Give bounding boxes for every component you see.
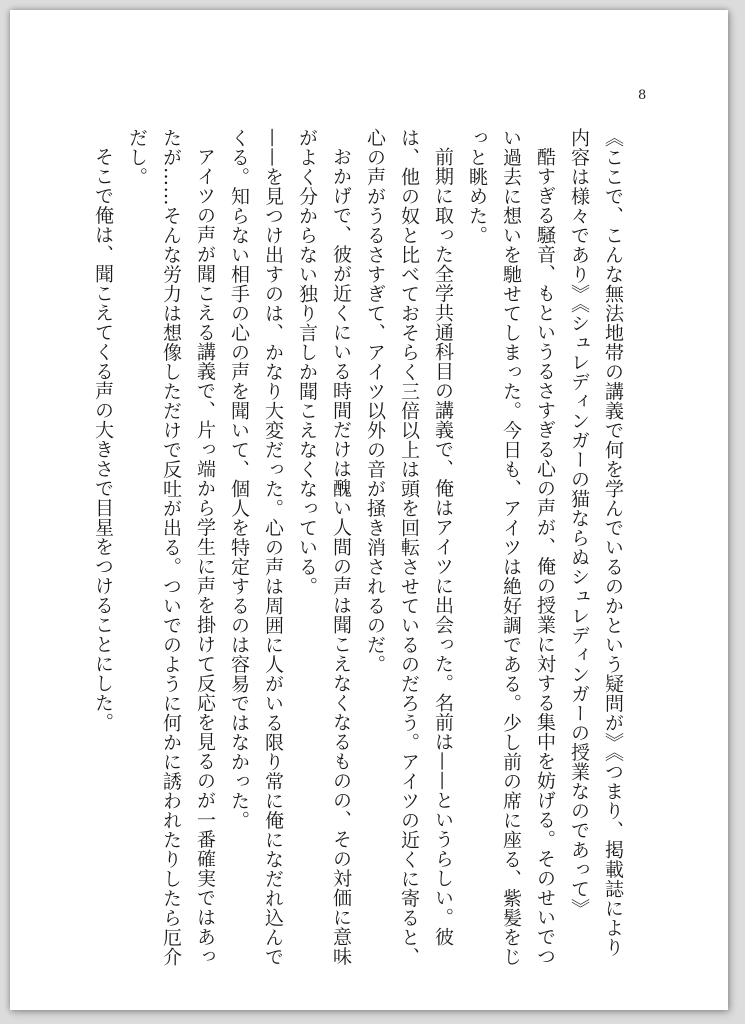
paragraph-1: 《ここで、こんな無法地帯の講義で何を学んでいるのかという疑問が》《つまり、掲載誌により内容は様々であり》《シュレディンガーの猫ならぬシュレディンガーの授業なのであって》 — [568, 128, 624, 957]
paragraph-3: 前期に取った全学共通科目の講義で、俺はアイツに出会った。名前は——というらしい。彼は、他の奴と比べておそらく三倍以上は頭を回転させているのだろう。アイツの近くに寄ると、心の声がうるさすぎて、アイツ以外の音が掻き消されるのだ。 — [364, 128, 454, 967]
paragraph-5: ——を見つけ出すのは、かなり大変だった。心の声は周囲に人がいる限り常に俺になだれ込んでくる。知らない相手の心の声を聞いて、個人を特定するのは容易ではなかった。 — [228, 128, 284, 967]
paragraph-6: アイツの声が聞こえる講義で、片っ端から学生に声を掛けて反応を見るのが一番確実ではあったが……そんな労力は想像しただけで反吐が出る。ついでのように何かに誘われたりしたら厄介だし。 — [126, 128, 216, 967]
paragraph-2: 酷すぎる騒音、もというるさすぎる心の声が、俺の授業に対する集中を妨げる。そのせいでつい過去に想いを馳せてしまった。今日も、アイツは絶好調である。少し前の席に座る、紫髪をじっと眺めた。 — [466, 128, 556, 967]
vertical-text-body — [86, 128, 630, 968]
paragraph-7: そこで俺は、聞こえてくる声の大きさで目星をつけることにした。 — [92, 147, 114, 732]
page-number: 8 — [638, 88, 647, 103]
book-page — [10, 10, 728, 1010]
paragraph-4: おかげで、彼が近くにいる時間だけは醜い人間の声は聞こえなくなるものの、その対価に意味がよく分からない独り言しか聞こえなくなっている。 — [296, 128, 352, 966]
